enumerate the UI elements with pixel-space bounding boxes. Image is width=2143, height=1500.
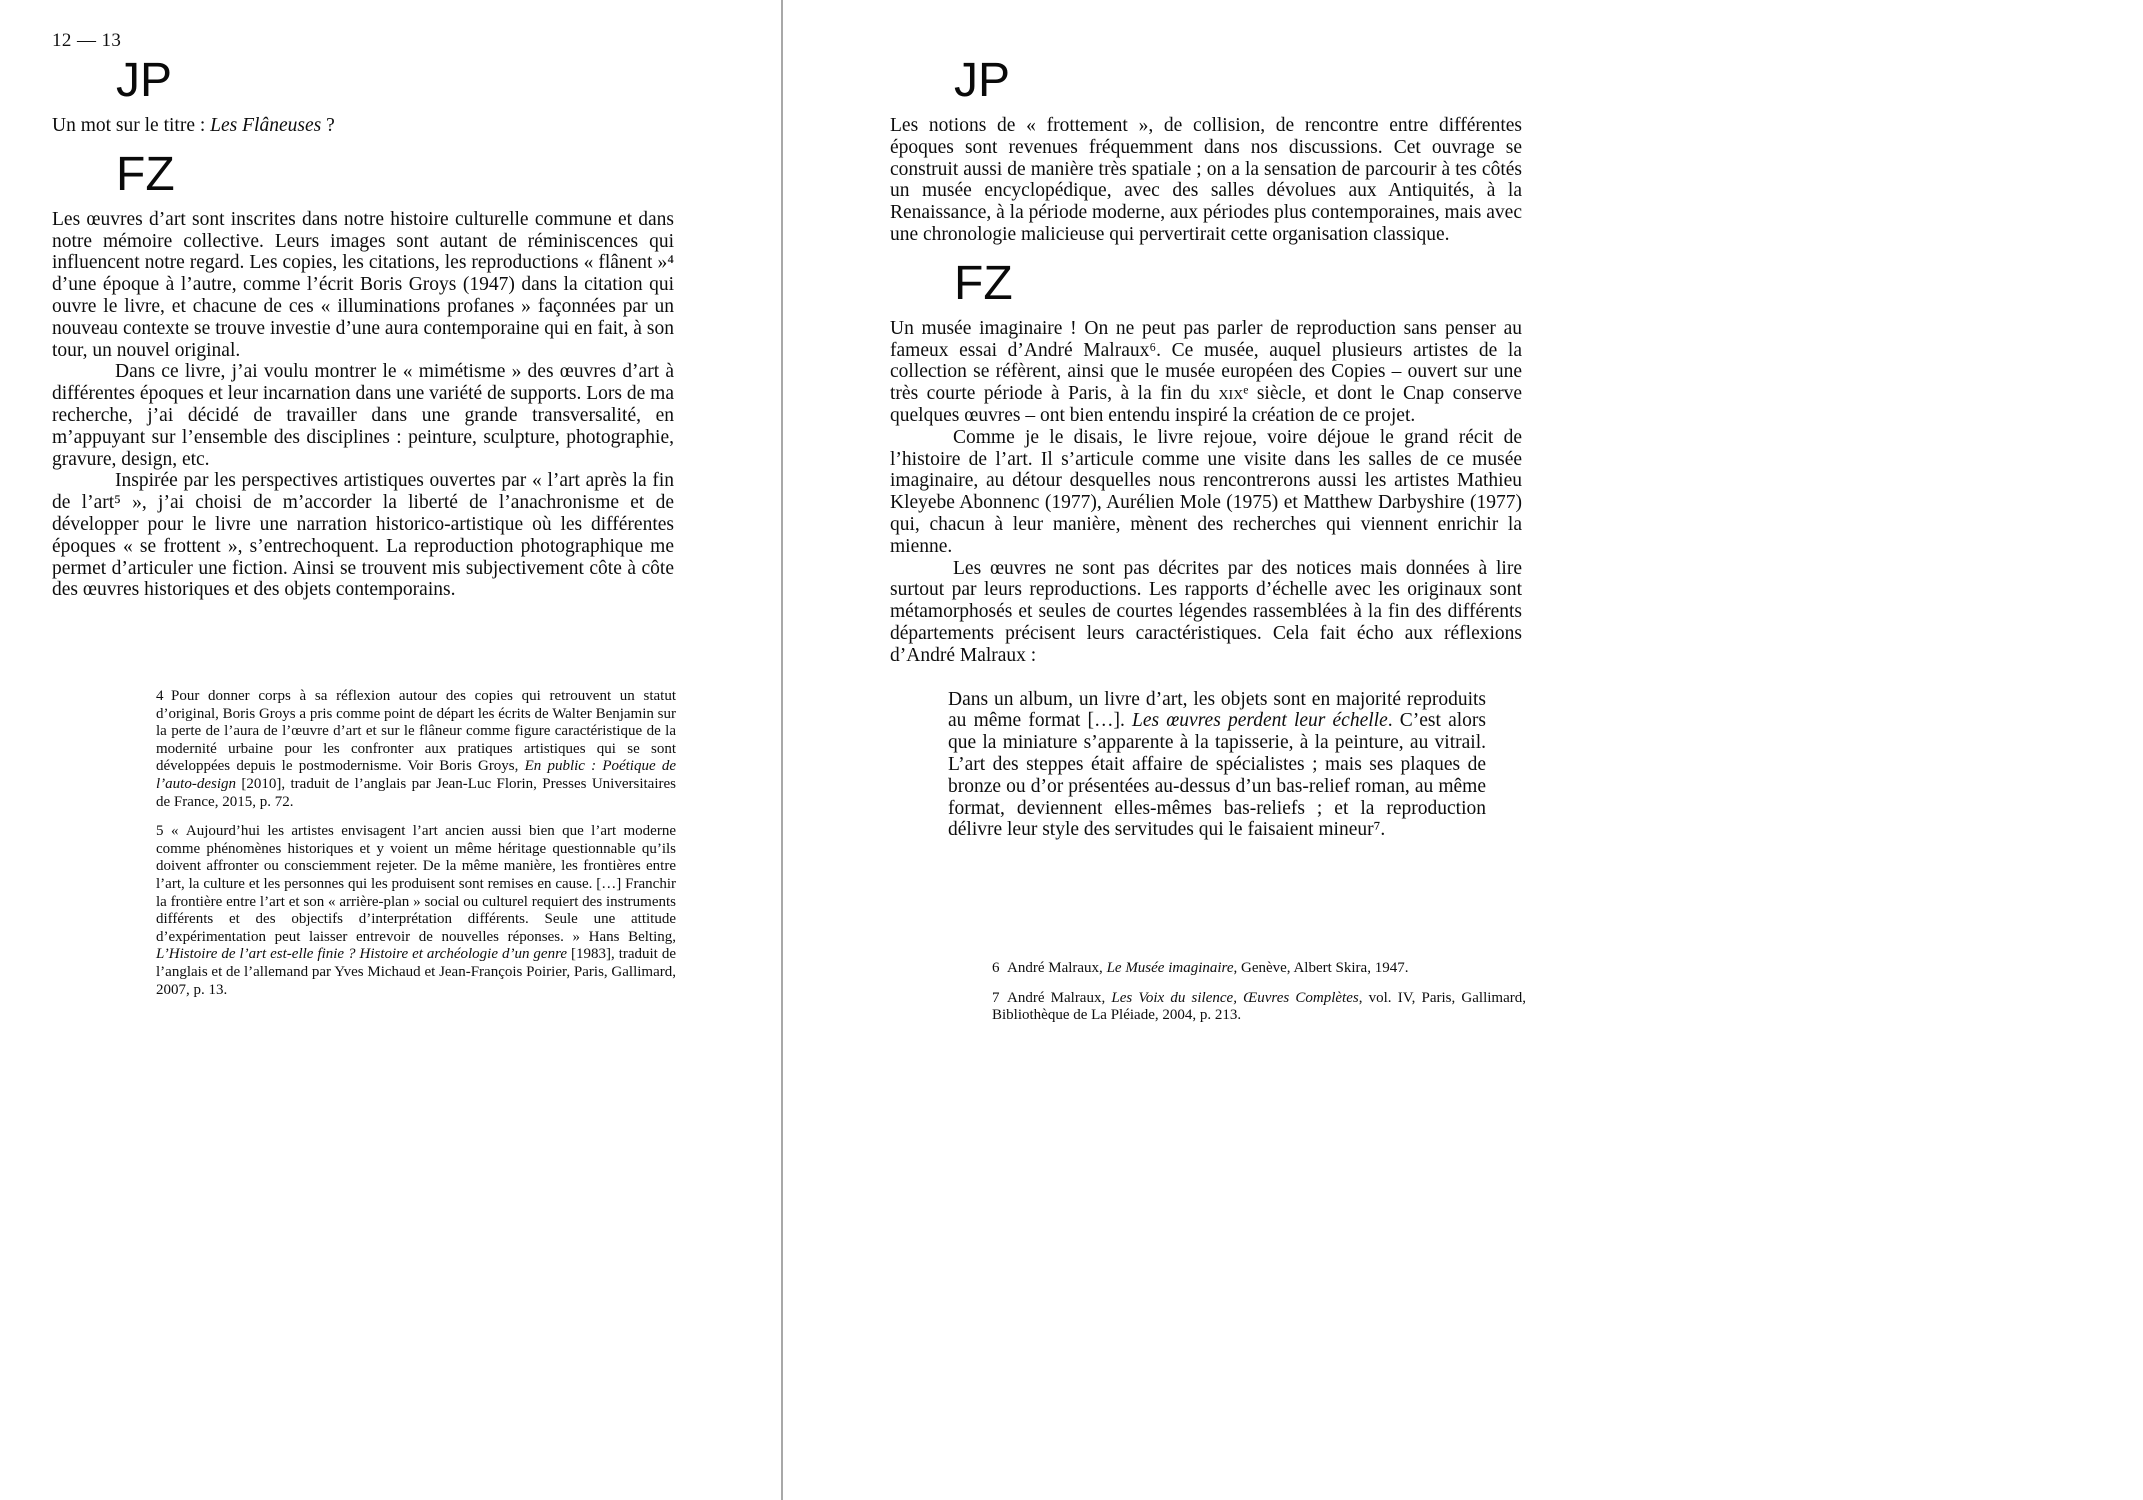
right-page-text-column (890, 54, 1522, 841)
speaker-initials-fz-right: FZ (954, 256, 1013, 310)
malraux-block-quote: Dans un album, un livre d’art, les objets sont en majorité reproduits au même format […]. Les œuvres perdent leur échelle. C’est alors que la miniature s’apparente à la tapisserie, à la peinture, au vitrail. L’art des steppes était affaire de spécialistes ; mais ses plaques de bronze ou d’or présentées au-dessus d’un bas-relief roman, au même format, deviennent elles-mêmes bas-reliefs ; et la reproduction délivre leur style des servitudes qui le faisaient mineur⁷. (948, 688, 1486, 841)
speaker-initials-jp-left: JP (116, 54, 173, 107)
footnotes-left-page (156, 688, 676, 999)
right-page (783, 0, 2143, 1500)
footnote-6: 6 André Malraux, Le Musée imaginaire, Genève, Albert Skira, 1947. (992, 960, 1409, 976)
left-page-text-column (52, 54, 674, 601)
paragraph-fz-right-2: Comme je le disais, le livre rejoue, voire déjoue le grand récit de l’histoire de l’art. Il s’articule comme une visite dans les salles de ce musée imaginaire, au détour desquelles nous rencontrerons aussi les artistes Mathieu Kleyebe Abonnenc (1977), Aurélien Mole (1975) et Matthew Darbyshire (1977) qui, chacun à leur manière, mènent des recherches qui viennent enrichir la mienne. (890, 426, 1522, 557)
paragraph-fz-1: Les œuvres d’art sont inscrites dans notre histoire culturelle commune et dans notre mémoire collective. Leurs images sont autant de réminiscences qui influencent notre regard. Les copies, les citations, les reproductions « flânent »⁴ d’une époque à l’autre, comme l’écrit Boris Groys (1947) dans la citation qui ouvre le livre, et chacune de ces « illuminations profanes » façonnées par un nouveau contexte se trouve investie d’une aura contemporaine qui en fait, à son tour, un nouvel original. (52, 208, 674, 361)
paragraph-fz-right-1: Un musée imaginaire ! On ne peut pas parler de reproduction sans penser au fameux essai d’André Malraux⁶. Ce musée, auquel plusieurs artistes de la collection se réfèrent, ainsi que le musée européen des Copies – ouvert sur une très courte période à Paris, à la fin du xixᵉ siècle, et dont le Cnap conserve quelques œuvres – ont bien entendu inspiré la création de ce projet. (890, 317, 1522, 426)
paragraph-fz-2: Dans ce livre, j’ai voulu montrer le « mimétisme » des œuvres d’art à différentes époques et leur incarnation dans une variété de supports. Lors de ma recherche, j’ai décidé de travailler dans une grande transversalité, en m’appuyant sur l’ensemble des disciplines : peinture, sculpture, photographie, gravure, design, etc. (52, 361, 674, 470)
speaker-initials-fz-left: FZ (116, 147, 175, 201)
folio-page-numbers: 12 — 13 (52, 30, 122, 51)
footnotes-right-page (992, 960, 1526, 1025)
left-page (0, 0, 781, 1500)
paragraph-fz-right-3: Les œuvres ne sont pas décrites par des notices mais données à lire surtout par leurs reproductions. Les rapports d’échelle avec les originaux sont métamorphosés et seules de courtes légendes rassemblées à la fin des différents départements précisent leurs caractéristiques. Cela fait écho aux réflexions d’André Malraux : (890, 557, 1522, 666)
footnote-5: 5 « Aujourd’hui les artistes envisagent l’art ancien aussi bien que l’art moderne comme phénomènes historiques et y voient un même héritage questionnable qu’ils doivent affronter ou consciemment rejeter. De la même manière, les frontières entre l’art, la culture et les personnes qui les produisent sont remises en cause. […] Franchir la frontière entre l’art et son « arrière-plan » social ou culturel requiert des instruments différents et des objectifs d’interprétation différents. Seule une attitude d’expérimentation peut laisser entrevoir de nouvelles réponses. » Hans Belting, L’Histoire de l’art est-elle finie ? Histoire et archéologie d’un genre [1983], traduit de l’anglais et de l’allemand par Yves Michaud et Jean-François Poirier, Paris, Gallimard, 2007, p. 13. (156, 823, 676, 998)
paragraph-fz-3: Inspirée par les perspectives artistiques ouvertes par « l’art après la fin de l’art⁵ », j’ai choisi de m’accorder la liberté de l’anachronisme et de développer pour le livre une narration historico-artistique où les différentes époques « se frottent », s’entrechoquent. La reproduction photographique me permet d’articuler une fiction. Ainsi se trouvent mis subjectivement côte à côte des œuvres historiques et des objets contemporains. (52, 470, 674, 601)
footnote-4: 4 Pour donner corps à sa réflexion autour des copies qui retrouvent un statut d’original, Boris Groys a pris comme point de départ les écrits de Walter Benjamin sur la perte de l’aura de l’œuvre d’art et sur le flâneur comme figure caractéristique de la modernité urbaine pour les confronter aux pratiques artistiques qui se sont développées depuis le postmodernisme. Voir Boris Groys, En public : Poétique de l’auto-design [2010], traduit de l’anglais par Jean-Luc Florin, Presses Universitaires de France, 2015, p. 72. (156, 688, 676, 810)
interview-question: Un mot sur le titre : Les Flâneuses ? (52, 115, 335, 136)
paragraph-jp-right: Les notions de « frottement », de collision, de rencontre entre différentes époques sont revenues fréquemment dans nos discussions. Cet ouvrage se construit aussi de manière très spatiale ; on a la sensation de parcourir à tes côtés un musée encyclopédique, avec des salles dévolues aux Antiquités, à la Renaissance, à la période moderne, aux périodes plus contemporaines, mais avec une chronologie malicieuse qui pervertirait cette organisation classique. (890, 115, 1522, 245)
footnote-7: 7 André Malraux, Les Voix du silence, Œuvres Complètes, vol. IV, Paris, Gallimard, Bibliothèque de La Pléiade, 2004, p. 213. (992, 989, 1526, 1024)
speaker-initials-jp-right: JP (954, 54, 1011, 107)
